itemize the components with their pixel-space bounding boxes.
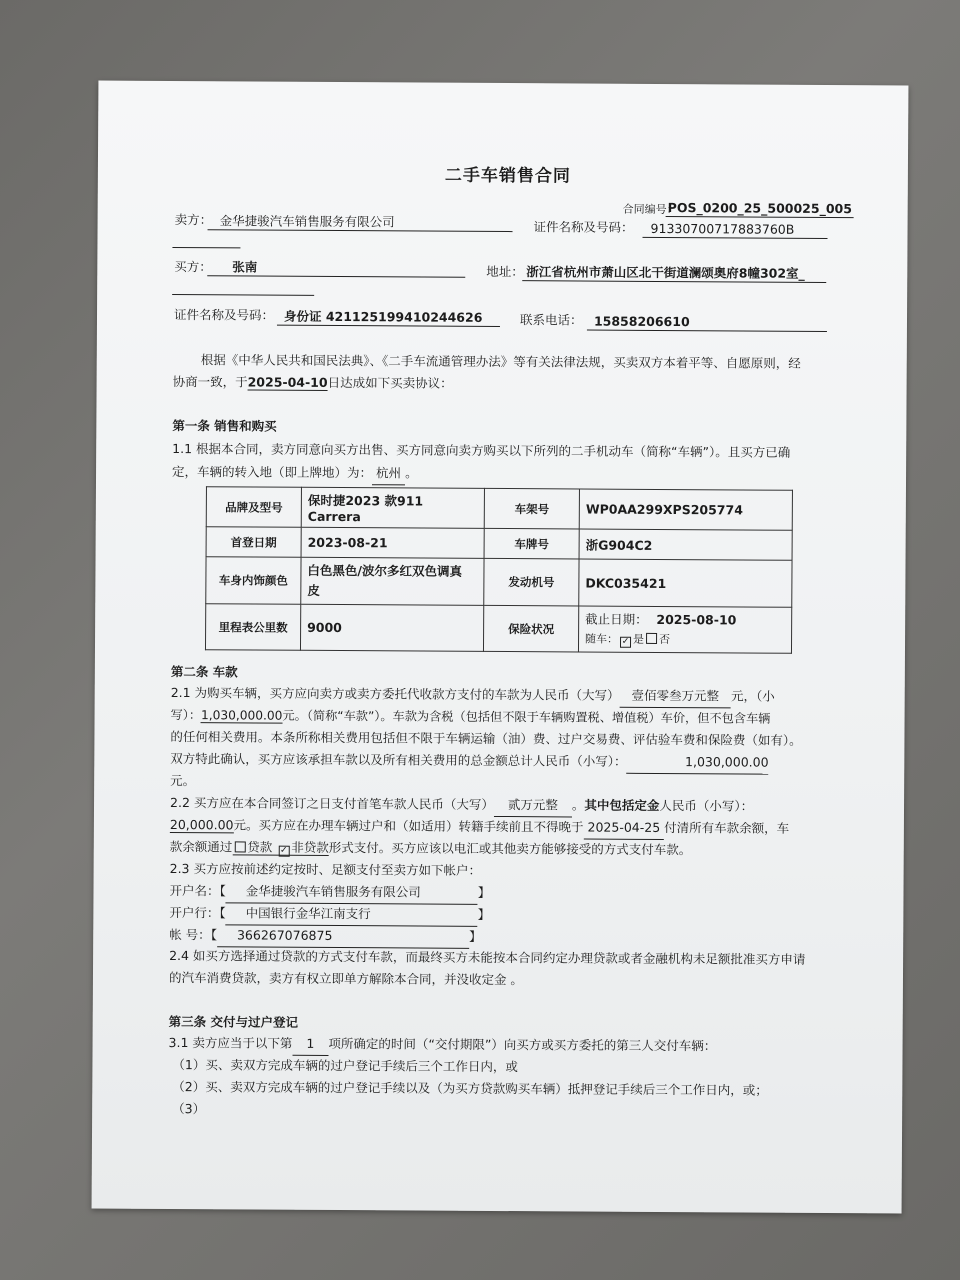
article-1-1-line-1: 1.1 根据本合同，卖方同意向买方出售、买方同意向卖方购买以下所列的二手机动车（简称“车辆”）。且买方已确 bbox=[172, 440, 791, 460]
article-2-1-line-2: 写）：1,030,000.00元。（简称“车款”）。车款为含税（包括但不限于车辆购置税、增值税）车价，但不包含车辆 bbox=[170, 707, 771, 726]
buyer-id-label: 证件名称及号码： bbox=[173, 307, 275, 323]
bank-row: 开户行：【 中国银行金华江南支行 】 bbox=[169, 902, 490, 927]
engine-label: 发动机号 bbox=[484, 558, 579, 606]
engine-value: DKC035421 bbox=[579, 559, 792, 607]
article-2-1-line-4: 双方特此确认，买方应该承担车款以及所有相关费用的总金额总计人民币（小写）： 1,030,000.00 bbox=[170, 748, 768, 775]
buyer-phone-label: 联系电话： bbox=[519, 312, 583, 328]
article-2-1-line-1: 2.1 为购买车辆，买方应向卖方或卖方委托代收款方支付的车款为人民币（大写） 壹佰零叁万元整 元，（小 bbox=[171, 682, 775, 709]
article-2-2-line-1: 2.2 买方应在本合同签订之日支付首笔车款人民币（大写） 贰万元整 。其中包括定金人民币（小写）： bbox=[170, 792, 753, 819]
article-2-1-line-3: 的任何相关费用。本条所称相关费用包括但不限于车辆运输（油）费、过户交易费、评估验车费和保险费（如有）。 bbox=[170, 728, 802, 748]
vehicle-spec-table bbox=[205, 486, 793, 654]
brand-value: 保时捷2023 款911 Carrera bbox=[301, 487, 484, 528]
color-value: 白色黑色/波尔多红双色调真 皮 bbox=[301, 557, 484, 605]
article-1-heading: 第一条 销售和购买 bbox=[172, 417, 277, 434]
seller-label: 卖方： bbox=[174, 212, 213, 228]
intro-line-2: 协商一致，于2025-04-10日达成如下买卖协议： bbox=[172, 373, 453, 391]
article-3-option-2: （2）买、卖双方完成车辆的过户登记手续以及（为买方贷款购买车辆）抵押登记手续后三个工作日内，或； bbox=[172, 1079, 768, 1098]
checked-box-icon: ✓ bbox=[279, 845, 288, 856]
article-1-1-line-2: 定，车辆的转入地（即上牌地）为： 杭州 。 bbox=[172, 461, 418, 485]
buyer-address-label: 地址： bbox=[486, 263, 524, 280]
checked-box-icon: ✓ bbox=[621, 636, 630, 647]
buyer-id-value: 身份证 421125199410244626 bbox=[283, 308, 483, 325]
article-2-heading: 第二条 车款 bbox=[170, 663, 238, 680]
article-3-option-3: （3） bbox=[172, 1101, 206, 1117]
article-2-1-line-5: 元。 bbox=[170, 772, 196, 789]
contract-paper bbox=[92, 81, 909, 1214]
checkbox-icon bbox=[646, 633, 657, 644]
seller-id-value: 91330700717883760B bbox=[650, 220, 795, 237]
vin-value: WP0AA299XPS205774 bbox=[579, 489, 792, 530]
mileage-value: 9000 bbox=[300, 604, 483, 651]
plate-value: 浙G904C2 bbox=[579, 529, 792, 560]
buyer-address-value: 浙江省杭州市萧山区北干街道澜颂奥府8幢302室_ bbox=[526, 264, 805, 281]
article-3-option-1: （1）买、卖双方完成车辆的过户登记手续后三个工作日内，或 bbox=[172, 1057, 518, 1075]
color-label: 车身内饰颜色 bbox=[206, 557, 301, 605]
insurance-label: 保险状况 bbox=[483, 605, 578, 652]
account-name-row: 开户名：【 金华捷骏汽车销售服务有限公司 】 bbox=[169, 880, 490, 905]
contract-no-value: POS_0200_25_500025_005 bbox=[666, 200, 854, 218]
seller-value: 金华捷骏汽车销售服务有限公司 bbox=[219, 213, 395, 230]
buyer-phone-value: 15858206610 bbox=[593, 313, 690, 330]
article-2-4-line-2: 的汽车消费贷款，卖方有权立即单方解除本合同，并没收定金 。 bbox=[168, 969, 523, 988]
buyer-name: 张南 bbox=[232, 259, 258, 275]
vin-label: 车架号 bbox=[484, 488, 579, 529]
reg-date-value: 2023-08-21 bbox=[301, 527, 484, 558]
article-3-1: 3.1 卖方应当于以下第 1 项所确定的时间（“交付期限”）向买方或买方委托的第三人交付车辆： bbox=[169, 1032, 717, 1058]
seller-id-label: 证件名称及号码： bbox=[533, 219, 634, 235]
article-3-heading: 第三条 交付与过户登记 bbox=[168, 1013, 299, 1030]
buyer-label: 买方： bbox=[174, 259, 212, 275]
destination-city: 杭州 bbox=[372, 462, 405, 485]
brand-label: 品牌及型号 bbox=[206, 487, 301, 528]
plate-label: 车牌号 bbox=[484, 528, 579, 559]
account-no-row: 帐 号：【 366267076875 】 bbox=[169, 924, 481, 949]
reg-date-label: 首登日期 bbox=[206, 527, 301, 558]
article-2-2-line-3: 款余额通过 贷款 ✓ 非贷款形式支付。买方应该以电汇或其他卖方能够接受的方式支付车款。 bbox=[169, 838, 692, 858]
checkbox-icon bbox=[234, 841, 245, 852]
contract-no-label: 合同编号： bbox=[622, 202, 678, 217]
agreement-date: 2025-04-10 bbox=[247, 374, 328, 390]
article-2-4-line-1: 2.4 如买方选择通过贷款的方式支付车款，而最终买方未能按本合同约定办理贷款或者金融机构未足额批准买方申请 bbox=[169, 947, 806, 967]
insurance-value: 截止日期： 2025-08-10 随车： ✓ 是 否 bbox=[578, 606, 791, 653]
article-2-3: 2.3 买方应按前述约定按时、足额支付至卖方如下帐户： bbox=[169, 860, 482, 878]
mileage-label: 里程表公里数 bbox=[205, 604, 300, 651]
intro-line-1: 根据《中华人民共和国民法典》、《二手车流通管理办法》等有关法律法规，买卖双方本着平等、自愿原则，经 bbox=[200, 352, 801, 371]
document-title: 二手车销售合同 bbox=[444, 165, 571, 187]
article-2-2-line-2: 20,000.00元。买方应在办理车辆过户和（如适用）转籍手续前且不得晚于 2025-04-25 付清所有车款余额，车 bbox=[170, 814, 789, 841]
